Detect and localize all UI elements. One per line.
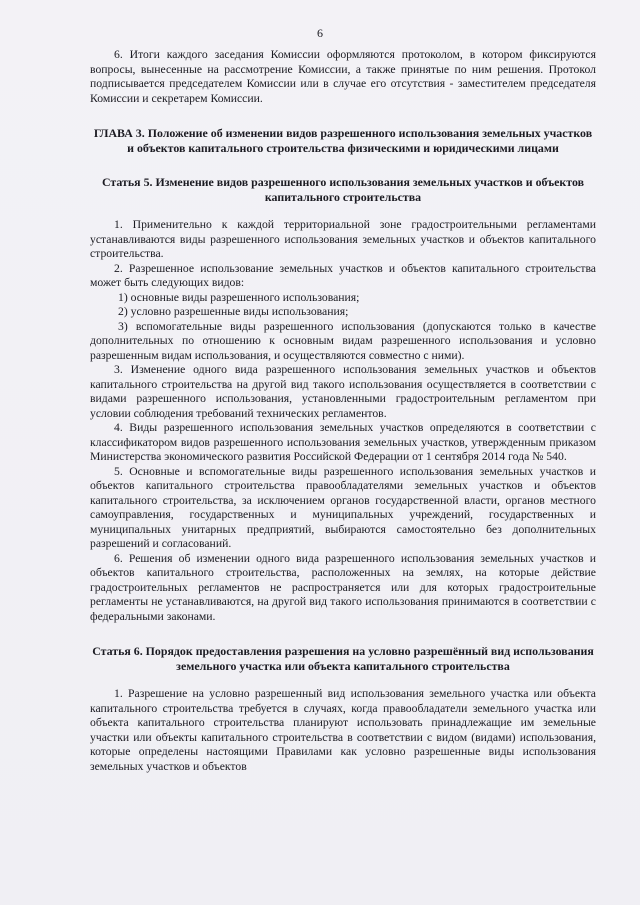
chapter-3-heading: ГЛАВА 3. Положение об изменении видов разрешенного использования земельных участков и объектов капитального строительства физическими и юридическими лицами: [93, 126, 593, 155]
page-content: [90, 48, 596, 774]
article-6-heading: Статья 6. Порядок предоставления разрешения на условно разрешённый вид использования земельного участка или объекта капитального строительства: [92, 644, 594, 673]
article-5-paragraph-5: 5. Основные и вспомогательные виды разрешенного использования земельных участков и объектов капитального строительства правообладателями земельных участков и объектов капитального строительства, за исключением органов государственной власти, органов местного самоуправления, государственных и муниципальных учреждений, государственных и муниципальных унитарных предприятий, выбираются самостоятельно без дополнительных разрешений и согласований.: [90, 464, 596, 550]
list-item: 3) вспомогательные виды разрешенного использования (допускаются только в качестве дополнительных по отношению к основным видам разрешенного использования и условно разрешенным видам использования, и осуществляются совместно с ними).: [90, 319, 596, 362]
article-6-paragraph-1: 1. Разрешение на условно разрешенный вид использования земельного участка или объекта капитального строительства требуется в случаях, когда правообладатели земельного участка или объекта капитального строительства планируют использовать принадлежащие им земельные участки или объекты капитального строительства в соответствии с видом (видами) использования, которые определены настоящими Правилами как условно разрешенные виды использования земельных участков и объектов: [90, 687, 596, 773]
page-number: 6: [317, 26, 323, 40]
article-5-heading: Статья 5. Изменение видов разрешенного использования земельных участков и объектов капитального строительства: [101, 175, 585, 204]
paragraph-6: 6. Итоги каждого заседания Комиссии оформляются протоколом, в котором фиксируются вопросы, вынесенные на рассмотрение Комиссии, а также принятые по ним решения. Протокол подписывается председателем Комиссии или в случае его отсутствия - заместителем председателя Комиссии и секретарем Комиссии.: [90, 48, 596, 105]
article-5-paragraph-1: 1. Применительно к каждой территориальной зоне градостроительными регламентами устанавливаются виды разрешенного использования земельных участков и объектов капитального строительства.: [90, 218, 596, 260]
article-5-paragraph-6: 6. Решения об изменении одного вида разрешенного использования земельных участков и объектов капитального строительства, расположенных на землях, на которые действие градостроительных регламентов не распространяется или для которых градостроительные регламенты не устанавливаются, на другой вид такого использования принимаются в соответствии с федеральными законами.: [90, 551, 596, 623]
list-item: 2) условно разрешенные виды использования;: [118, 305, 349, 318]
article-5-paragraph-4: 4. Виды разрешенного использования земельных участков определяются в соответствии с классификатором видов разрешенного использования земельных участков, утвержденным приказом Министерства экономического развития Российской Федерации от 1 сентября 2014 года № 540.: [90, 421, 596, 463]
list-item: 1) основные виды разрешенного использования;: [118, 290, 360, 304]
article-5-paragraph-2: 2. Разрешенное использование земельных участков и объектов капитального строительства может быть следующих видов:: [90, 261, 596, 289]
article-5-paragraph-3: 3. Изменение одного вида разрешенного использования земельных участков и объектов капитального строительства на другой вид такого использования осуществляется в соответствии с видами разрешенного использования, установленными градостроительным регламентом при условии соблюдения требований технических регламентов.: [90, 363, 596, 420]
